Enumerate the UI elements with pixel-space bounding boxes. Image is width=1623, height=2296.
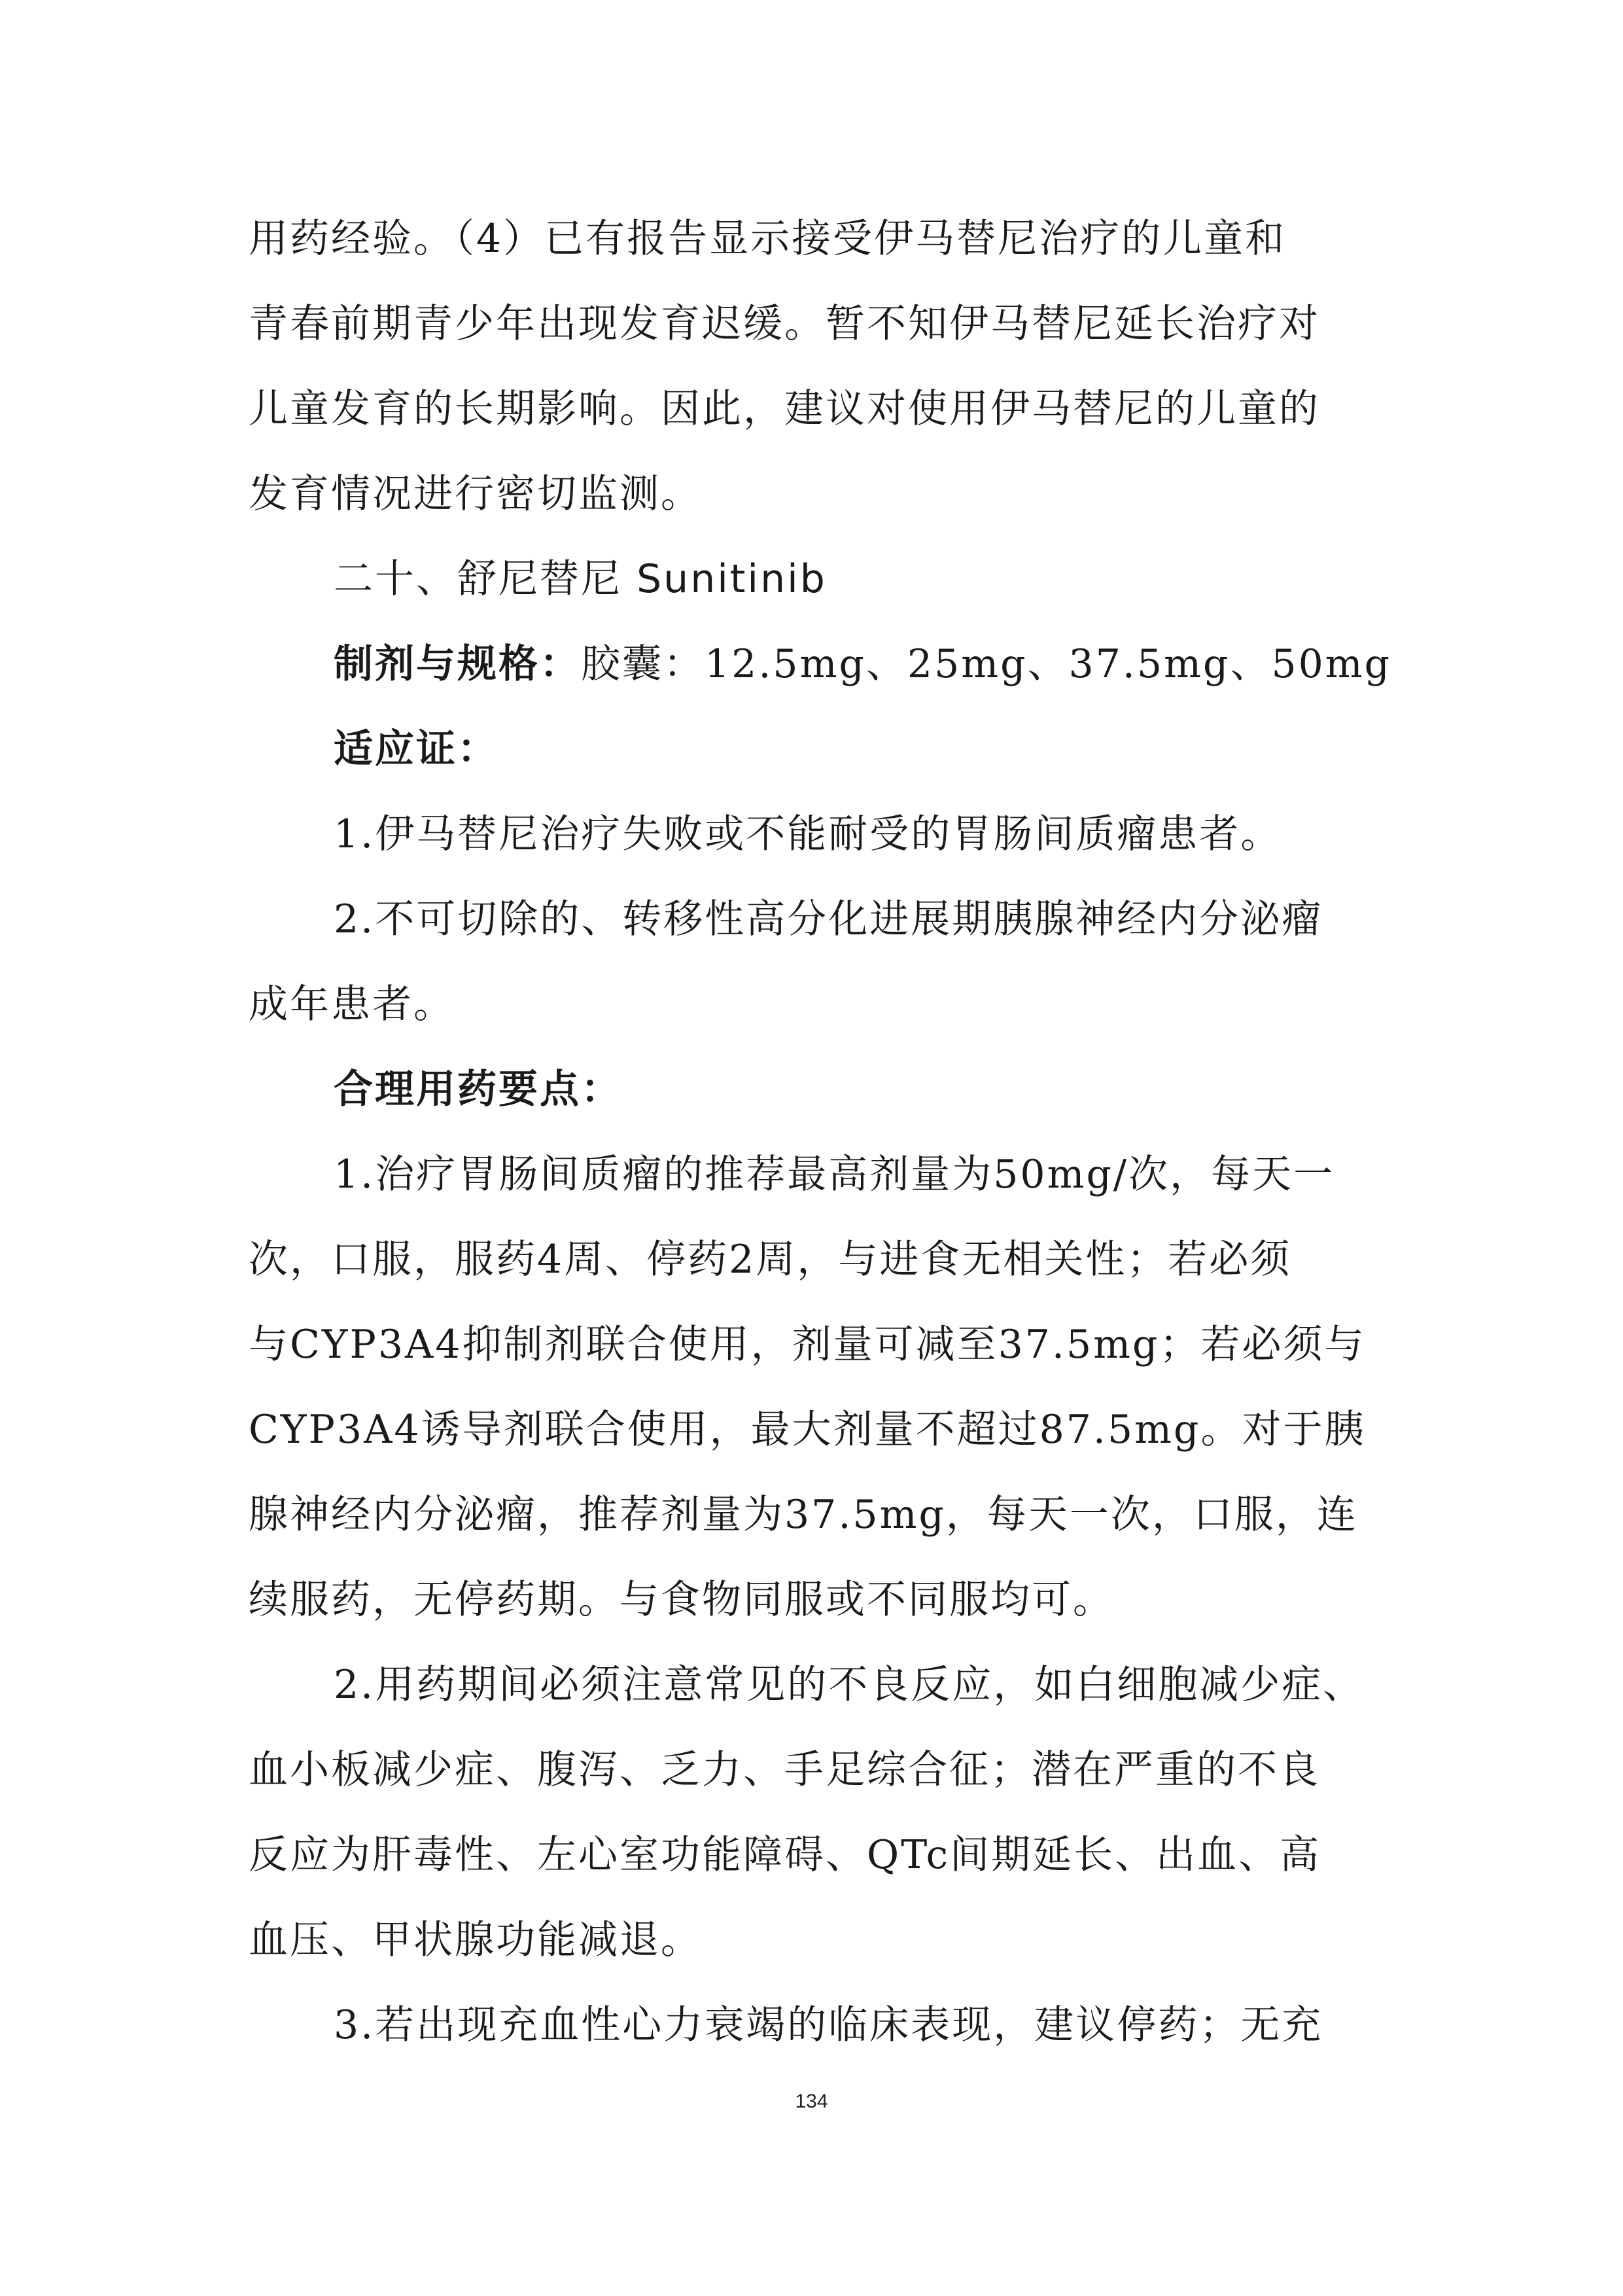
body-text-line: 血压、甲状腺功能减退。 (249, 1917, 702, 1963)
page-number: 134 (795, 2091, 828, 2112)
indications-label: 适应证： (334, 726, 498, 772)
indication-item: 1.伊马替尼治疗失败或不能耐受的胃肠间质瘤患者。 (334, 811, 1282, 857)
drug-heading (334, 556, 827, 602)
drug-heading-latin: Sunitinib (637, 556, 827, 602)
drug-heading-chinese: 二十、舒尼替尼 (334, 556, 622, 602)
rational-use-point: 2.用药期间必须注意常见的不良反应，如白细胞减少症、 (334, 1662, 1365, 1708)
body-text-line: 反应为肝毒性、左心室功能障碍、QTc间期延长、出血、高 (249, 1832, 1321, 1878)
body-text-line: 发育情况进行密切监测。 (249, 471, 702, 517)
body-text-line: 青春前期青少年出现发育迟缓。暂不知伊马替尼延长治疗对 (249, 301, 1320, 347)
body-text-line: CYP3A4诱导剂联合使用，最大剂量不超过87.5mg。对于胰 (249, 1407, 1366, 1453)
formulation-value: 胶囊：12.5mg、25mg、37.5mg、50mg (581, 641, 1392, 687)
body-text-line: 儿童发育的长期影响。因此，建议对使用伊马替尼的儿童的 (249, 386, 1320, 432)
rational-use-point: 1.治疗胃肠间质瘤的推荐最高剂量为50mg/次，每天一 (334, 1152, 1335, 1197)
body-text-line: 次，口服，服药4周、停药2周，与进食无相关性；若必须 (249, 1237, 1292, 1282)
rational-use-label: 合理用药要点： (334, 1067, 622, 1112)
indication-item-continuation: 成年患者。 (249, 981, 455, 1027)
body-text-line: 用药经验。（4）已有报告显示接受伊马替尼治疗的儿童和 (249, 216, 1287, 262)
rational-use-point: 3.若出现充血性心力衰竭的临床表现，建议停药；无充 (334, 2002, 1323, 2048)
body-text-line: 与CYP3A4抑制剂联合使用，剂量可减至37.5mg；若必须与 (249, 1322, 1366, 1368)
indication-item: 2.不可切除的、转移性高分化进展期胰腺神经内分泌瘤 (334, 896, 1323, 942)
body-text-line: 腺神经内分泌瘤，推荐剂量为37.5mg，每天一次，口服，连 (249, 1492, 1358, 1538)
formulation-label: 制剂与规格： (334, 641, 581, 687)
body-text-line: 血小板减少症、腹泻、乏力、手足综合征；潜在严重的不良 (249, 1747, 1320, 1793)
formulation-line (334, 641, 1392, 687)
body-text-line: 续服药，无停药期。与食物同服或不同服均可。 (249, 1577, 1114, 1623)
